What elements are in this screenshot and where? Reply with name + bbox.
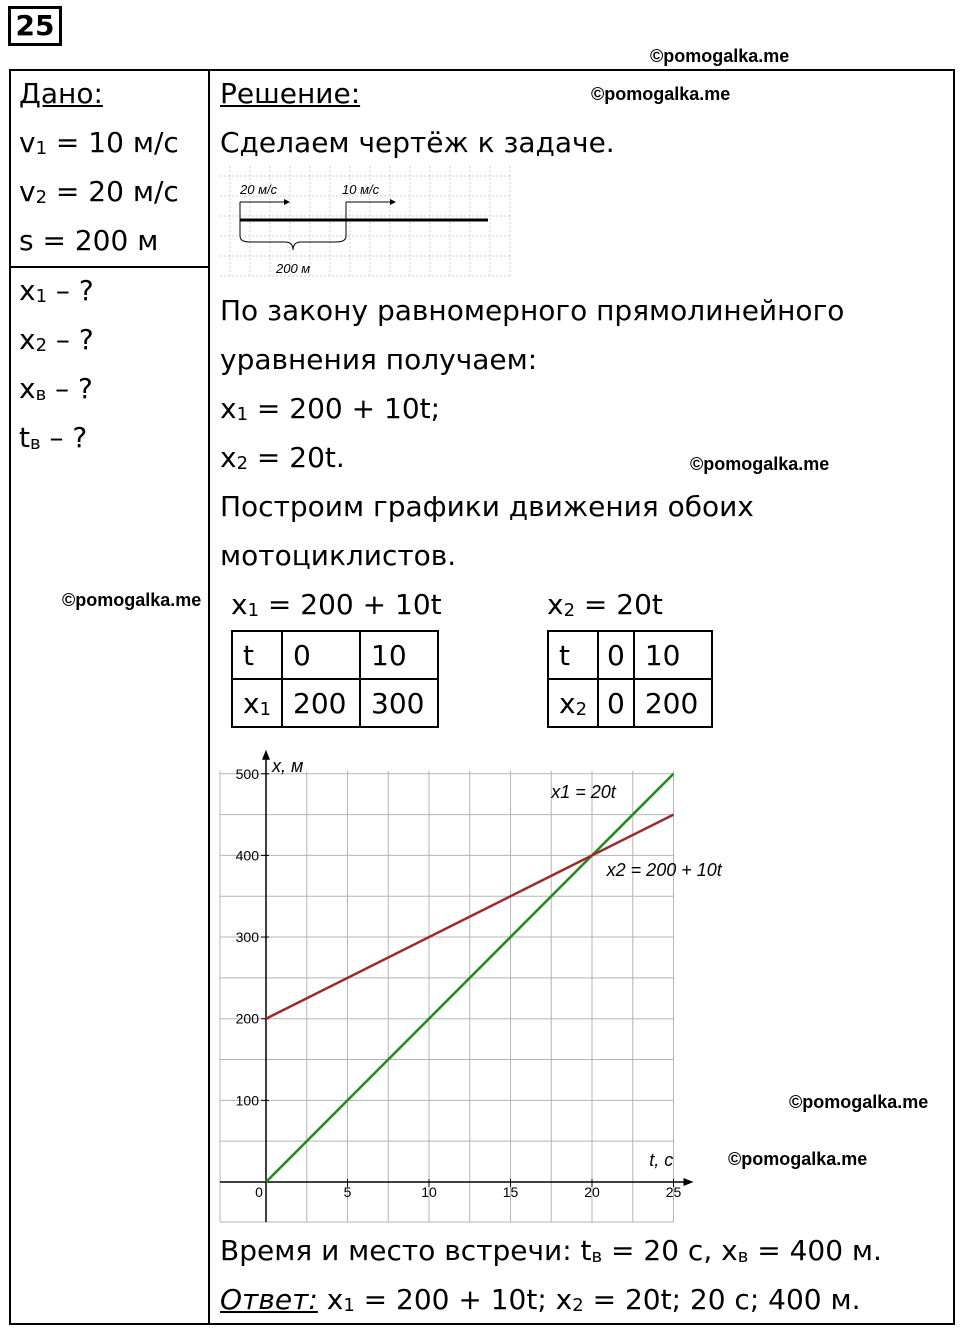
problem-sketch — [220, 166, 512, 278]
sketch-speed-right: 10 м/с — [342, 182, 380, 197]
y-tick-label: 200 — [235, 1010, 259, 1027]
watermark: ©pomogalka.me — [728, 1149, 868, 1169]
find-x1: $x_1$ – ? — [19, 274, 94, 307]
x-tick-label: 10 — [421, 1184, 437, 1200]
watermark: ©pomogalka.me — [789, 1092, 929, 1112]
find-xv: $x_в$ – ? — [19, 372, 93, 405]
table-row: $x_2$ 0 200 — [548, 679, 712, 727]
value-table-1 — [231, 630, 439, 728]
answer-line: Ответ: $x_1 = 200 + 10t$; $x_2 = 20t$; 20 с; 400 м. — [220, 1283, 861, 1316]
solution-line-1: Сделаем чертёж к задаче. — [220, 126, 615, 159]
table-row: t 0 10 — [232, 631, 438, 679]
table1-title: $x_1 = 200 + 10t$ — [231, 588, 442, 621]
x-axis-label: t, с — [649, 1150, 674, 1170]
watermark: ©pomogalka.me — [62, 590, 202, 610]
given-find-divider — [9, 266, 209, 268]
solution-line-5: мотоциклистов. — [220, 539, 457, 572]
answer-label: Ответ: — [220, 1283, 318, 1316]
given-v2: $v_2 = 20$ м/с — [19, 175, 179, 208]
given-s: s = 200 м — [19, 224, 159, 257]
table-row: t 0 10 — [548, 631, 712, 679]
sketch-speed-left: 20 м/с — [240, 182, 278, 197]
watermark: ©pomogalka.me — [591, 84, 731, 104]
y-axis-arrow — [262, 750, 270, 760]
y-tick-label: 100 — [235, 1092, 259, 1109]
column-divider — [208, 69, 210, 1325]
x-tick-label: 15 — [502, 1184, 519, 1200]
given-header: Дано: — [19, 77, 103, 110]
value-table-2 — [547, 630, 713, 728]
solution-header: Решение: — [220, 77, 361, 110]
equation-x1: $x_1 = 200 + 10t$; — [220, 392, 441, 425]
problem-number: 25 — [8, 6, 62, 46]
y-tick-label: 300 — [235, 929, 259, 946]
find-x2: $x_2$ – ? — [19, 323, 94, 356]
x-tick-label: 0 — [255, 1184, 263, 1200]
motion-graph — [215, 745, 722, 1225]
y-axis-label: x, м — [272, 755, 304, 776]
equation-x2: $x_2 = 20t$. — [220, 441, 345, 474]
solution-line-2: По закону равномерного прямолинейного — [220, 294, 845, 327]
solution-line-3: уравнения получаем: — [220, 343, 538, 376]
x-axis-arrow — [684, 1178, 694, 1186]
table-row: $x_1$ 200 300 — [232, 679, 438, 727]
watermark: ©pomogalka.me — [650, 46, 790, 66]
y-tick-label: 400 — [235, 847, 259, 864]
x-tick-label: 25 — [665, 1184, 682, 1200]
table2-title: $x_2 = 20t$ — [547, 588, 663, 621]
meeting-line: Время и место встречи: $t_в = 20$ с, $x_в = 400$ м. — [220, 1234, 882, 1267]
find-tv: $t_в$ – ? — [19, 421, 88, 454]
watermark: ©pomogalka.me — [690, 454, 830, 474]
x-tick-label: 20 — [584, 1184, 600, 1200]
solution-line-4: Построим графики движения обоих — [220, 490, 754, 523]
sketch-distance: 200 м — [276, 261, 311, 276]
series-label-2: x2 = 200 + 10t — [606, 859, 722, 880]
series-label-1: x1 = 20t — [551, 782, 616, 803]
given-v1: $v_1 = 10$ м/с — [19, 126, 179, 159]
x-tick-label: 5 — [343, 1184, 352, 1200]
y-tick-label: 500 — [235, 765, 259, 782]
